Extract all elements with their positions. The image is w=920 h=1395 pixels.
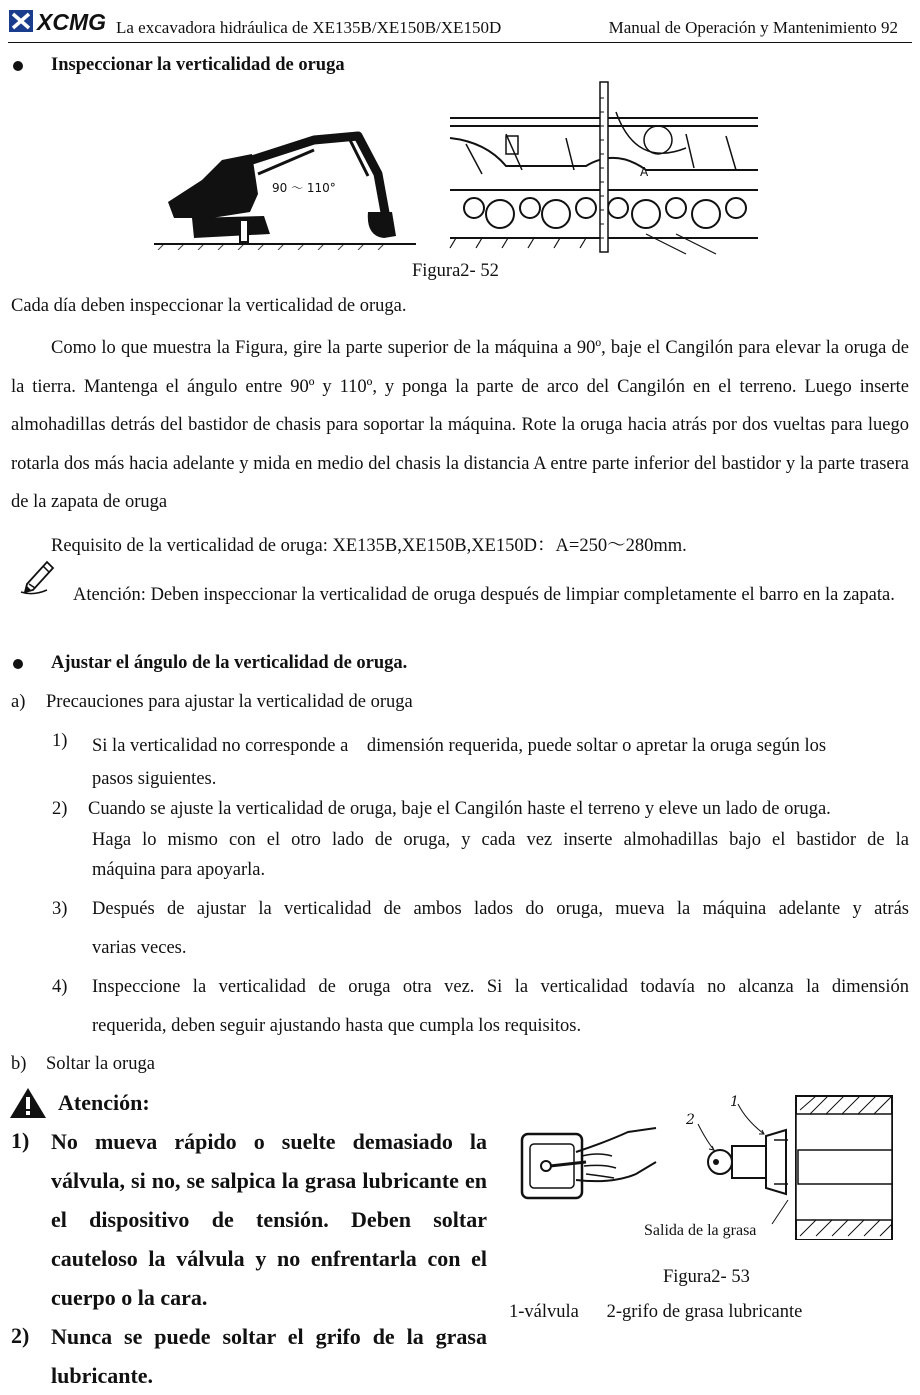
list-item-number: 2) — [52, 799, 68, 819]
list-item-text: Inspeccione la verticalidad de oruga otra vez. Si la verticalidad todavía no alcanza la dimensión — [92, 977, 909, 997]
xcmg-logo — [8, 8, 114, 34]
warning-item-text: Nunca se puede soltar el grifo de la grasa lubricante. — [51, 1324, 487, 1388]
bullet-icon — [13, 659, 23, 669]
requirement-text: Requisito de la verticalidad de oruga: XE135B,XE150B,XE150D：A=250～280mm. — [51, 536, 687, 556]
list-item-text: Haga lo mismo con el otro lado de oruga, y cada vez inserte almohadillas bajo el bastidor de la — [92, 830, 909, 850]
header-left-title: La excavadora hidráulica de XE135B/XE150B/XE150D — [116, 18, 502, 37]
angle-label: 90 ～ 110° — [272, 181, 336, 195]
header-divider — [8, 42, 912, 43]
logo-text: XCMG — [37, 9, 106, 34]
attention-note: Atención: Deben inspeccionar la verticalidad de oruga después de limpiar completamente el barro en la zapata. — [73, 585, 895, 605]
figure-caption-2-53: Figura2- 53 — [663, 1267, 750, 1287]
list-item-text: pasos siguientes. — [92, 769, 217, 789]
section2-heading: Ajustar el ángulo de la verticalidad de oruga. — [51, 653, 408, 673]
grease-outlet-label: Salida de la grasa — [644, 1222, 757, 1239]
point-a-label: A — [640, 165, 649, 179]
list-item-number: 1) — [52, 731, 68, 751]
bullet-icon — [13, 61, 23, 71]
item-b-text: Soltar la oruga — [46, 1054, 155, 1074]
callout-2: 2 — [686, 1112, 695, 1128]
section1-heading: Inspeccionar la verticalidad de oruga — [51, 55, 345, 75]
list-item-text: varias veces. — [92, 938, 187, 958]
grease-fitting-hand-illustration — [516, 1122, 660, 1206]
list-item-text: requerida, deben seguir ajustando hasta que cumpla los requisitos. — [92, 1016, 582, 1036]
list-item-text: Después de ajustar la verticalidad de ambos lados do oruga, mueva la máquina adelante y atrás — [92, 899, 909, 919]
list-item-text: Si la verticalidad no corresponde a dimensión requerida, puede soltar o apretar la oruga según los — [92, 736, 827, 756]
procedure-paragraph: Como lo que muestra la Figura, gire la parte superior de la máquina a 90º, baje el Cangilón para elevar la oruga de la tierra. Mantenga el ángulo entre 90º y 110º, y ponga la parte de arco del Cangilón en el terreno. Luego inserte almohadillas detrás del bastidor de chasis para soportar la máquina. Rote la oruga hacia atrás por dos vueltas para luego rotarla dos más hacia adelante y mida en medio del chasis la distancia A entre parte inferior del bastidor y la parte trasera de la zapata de oruga — [11, 338, 909, 512]
tensioner-valve-illustration — [676, 1090, 896, 1240]
item-a-text: Precauciones para ajustar la verticalidad de oruga — [46, 692, 413, 712]
warning-title: Atención: — [58, 1090, 150, 1115]
header-right-title: Manual de Operación y Mantenimiento 92 — [608, 18, 898, 37]
daily-inspection-text: Cada día deben inspeccionar la verticalidad de oruga. — [11, 296, 407, 316]
item-b-label: b) — [11, 1054, 27, 1074]
excavator-illustration — [154, 120, 422, 250]
figure-legend: 1-válvula 2-grifo de grasa lubricante — [509, 1302, 803, 1322]
figure-caption-2-52: Figura2- 52 — [412, 261, 499, 281]
warning-item-text: No mueva rápido o suelte demasiado la válvula, si no, se salpica la grasa lubricante en el dispositivo de tensión. Deben soltar cauteloso la válvula y no enfrentarla con el cuerpo o la cara. — [51, 1129, 487, 1310]
track-measurement-illustration — [446, 78, 762, 256]
item-a-label: a) — [11, 692, 26, 712]
list-item-text: Cuando se ajuste la verticalidad de oruga, baje el Cangilón haste el terreno y eleve un lado de oruga. — [88, 799, 831, 819]
list-item-number: 3) — [52, 899, 68, 919]
warning-triangle-icon — [8, 1086, 48, 1120]
warning-item-number: 2) — [11, 1323, 30, 1348]
list-item-text: máquina para apoyarla. — [92, 860, 266, 880]
warning-item-number: 1) — [11, 1128, 30, 1153]
list-item-number: 4) — [52, 977, 68, 997]
callout-1: 1 — [730, 1094, 739, 1110]
